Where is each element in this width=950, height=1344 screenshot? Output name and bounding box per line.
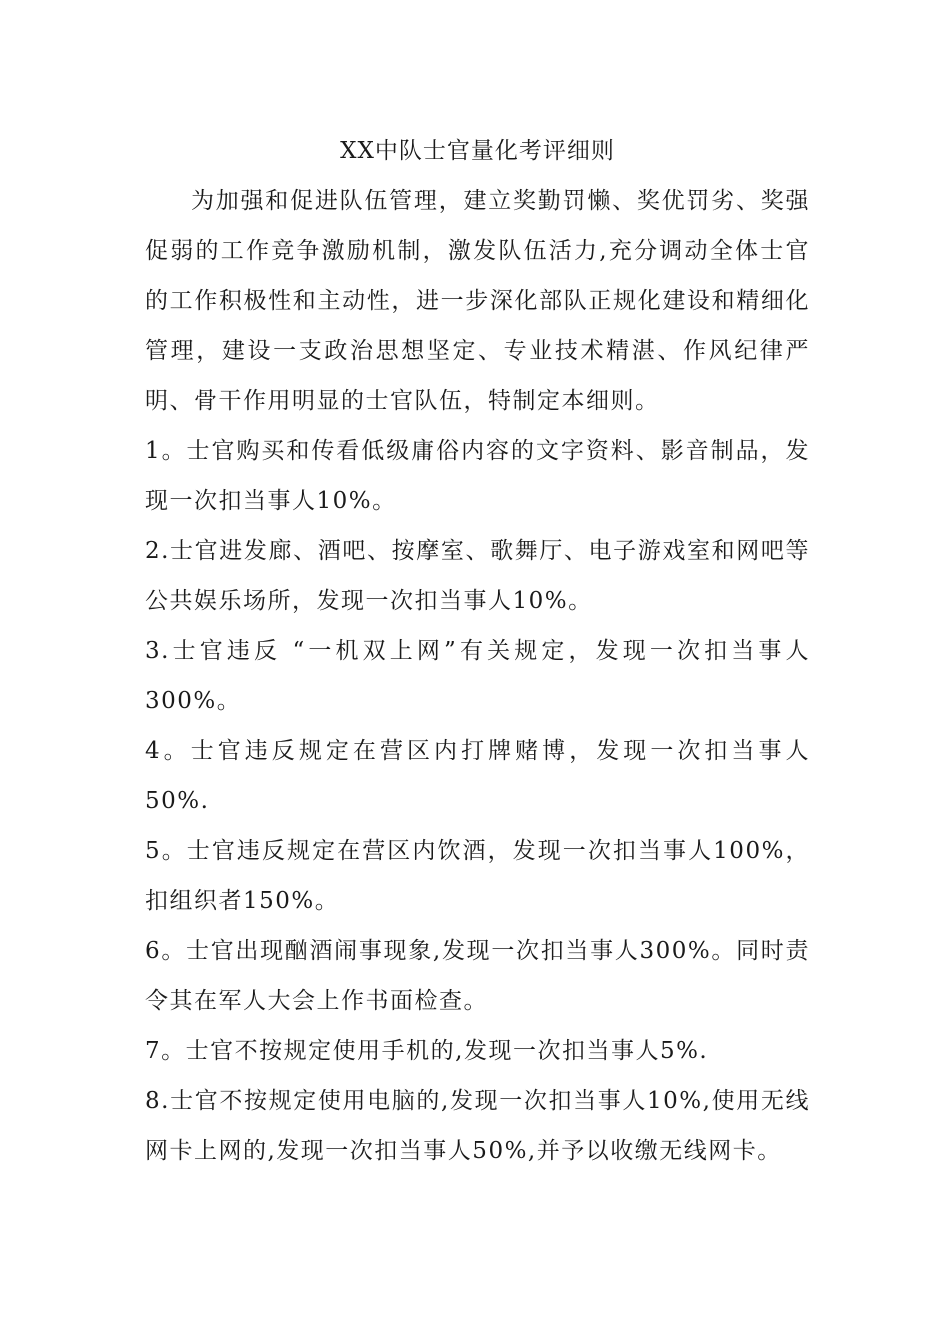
intro-paragraph: 为加强和促进队伍管理，建立奖勤罚懒、奖优罚劣、奖强促弱的工作竞争激励机制，激发队伍活力,充分调动全体士官的工作积极性和主动性，进一步深化部队正规化建设和精细化管理，建设一支政治思想坚定、专业技术精湛、作风纪律严明、骨干作用明显的士官队伍，特制定本细则。 — [145, 188, 810, 414]
rule-item-3: 3.士官违反 “一机双上网”有关规定，发现一次扣当事人300%。 — [145, 638, 810, 714]
rule-item-4: 4。士官违反规定在营区内打牌赌博，发现一次扣当事人50%. — [145, 738, 810, 814]
rule-item-1: 1。士官购买和传看低级庸俗内容的文字资料、影音制品，发现一次扣当事人10%。 — [145, 438, 810, 514]
rule-item-6: 6。士官出现酗酒闹事现象,发现一次扣当事人300%。同时责令其在军人大会上作书面检查。 — [145, 938, 810, 1014]
rule-item-8: 8.士官不按规定使用电脑的,发现一次扣当事人10%,使用无线网卡上网的,发现一次扣当事人50%,并予以收缴无线网卡。 — [145, 1088, 810, 1164]
rule-item-2: 2.士官进发廊、酒吧、按摩室、歌舞厅、电子游戏室和网吧等公共娱乐场所，发现一次扣当事人10%。 — [145, 538, 810, 614]
document-title: XX中队士官量化考评细则 — [340, 138, 615, 164]
rule-item-7: 7。士官不按规定使用手机的,发现一次扣当事人5%. — [145, 1038, 709, 1064]
document-page — [145, 126, 810, 1176]
rule-item-5: 5。士官违反规定在营区内饮酒，发现一次扣当事人100%，扣组织者150%。 — [145, 838, 810, 914]
